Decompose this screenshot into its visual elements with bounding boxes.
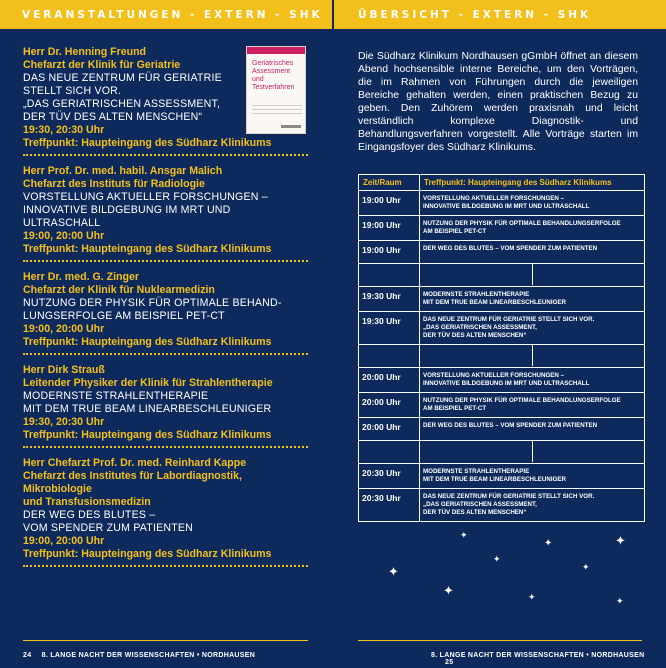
row-desc: VORSTELLUNG AKTUELLER FORSCHUNGEN – INNOVATIVE BILDGEBUNG IM MRT UND ULTRASCHALL xyxy=(420,368,645,393)
row-desc: NUTZUNG DER PHYSIK FÜR OPTIMALE BEHANDLUNGSERFOLGE AM BEISPIEL PET-CT xyxy=(420,216,645,241)
event-role: Chefarzt des Institutes für Labordiagnostik, Mikrobiologie xyxy=(23,470,242,495)
header-left-title: VERANSTALTUNGEN - EXTERN - SHK xyxy=(22,8,323,21)
event-role: und Transfusionsmedizin xyxy=(23,496,151,508)
event-time: 19:00, 20:00 Uhr xyxy=(23,230,105,242)
row-desc: MODERNSTE STRAHLENTHERAPIE MIT DEM TRUE BEAM LINEARBESCHLEUNIGER xyxy=(420,287,645,312)
event-role: Leitender Physiker der Klinik für Strahlentherapie xyxy=(23,377,273,389)
row-desc: DER WEG DES BLUTES – VOM SPENDER ZUM PATIENTEN xyxy=(420,241,645,264)
event-title-line: STELLT SICH VOR. xyxy=(23,85,122,97)
event-title-line: LUNGSERFOLGE AM BEISPIEL PET-CT xyxy=(23,310,225,322)
row-time: 19:30 Uhr xyxy=(359,287,420,312)
footer-rule-right xyxy=(358,640,642,641)
event-title-line: DAS NEUE ZENTRUM FÜR GERIATRIE xyxy=(23,72,222,84)
row-time: 19:00 Uhr xyxy=(359,191,420,216)
header-bar-right xyxy=(333,0,666,29)
row-time: 20:30 Uhr xyxy=(359,464,420,489)
event-place: Treffpunkt: Haupteingang des Südharz Klinikums xyxy=(23,336,272,348)
event-time: 19:00, 20:00 Uhr xyxy=(23,323,105,335)
event-speaker: Herr Prof. Dr. med. habil. Ansgar Malich xyxy=(23,165,223,177)
table-row xyxy=(359,312,645,345)
event-role: Chefarzt der Klinik für Geriatrie xyxy=(23,59,181,71)
row-time: 19:00 Uhr xyxy=(359,216,420,241)
event-speaker: Herr Dirk Strauß xyxy=(23,364,105,376)
table-row xyxy=(359,216,645,241)
event-title-line: ULTRASCHALL xyxy=(23,217,101,229)
event-speaker: Herr Dr. Henning Freund xyxy=(23,46,147,58)
event-item xyxy=(23,361,308,448)
row-desc: NUTZUNG DER PHYSIK FÜR OPTIMALE BEHANDLUNGSERFOLGE AM BEISPIEL PET-CT xyxy=(420,393,645,418)
header-bar-left xyxy=(0,0,333,29)
star-icon: ✦ xyxy=(443,583,454,598)
row-time: 19:00 Uhr xyxy=(359,241,420,264)
row-desc: VORSTELLUNG AKTUELLER FORSCHUNGEN – INNOVATIVE BILDGEBUNG IM MRT UND ULTRASCHALL xyxy=(420,191,645,216)
col-header-place: Treffpunkt: Haupteingang des Südharz Klinikums xyxy=(420,175,645,191)
star-icon: ✦ xyxy=(616,596,624,606)
row-time: 20:00 Uhr xyxy=(359,368,420,393)
footer-right xyxy=(431,652,666,666)
event-place: Treffpunkt: Haupteingang des Südharz Klinikums xyxy=(23,548,272,560)
star-icon: ✦ xyxy=(582,562,590,572)
book-title: Geriatrisches Assessment und Testverfahren xyxy=(252,60,295,91)
event-title-line: „DAS GERIATRISCHEN ASSESSMENT, xyxy=(23,98,221,110)
header-divider xyxy=(332,0,334,29)
row-time: 19:30 Uhr xyxy=(359,312,420,345)
schedule-table xyxy=(358,174,645,522)
star-icon: ✦ xyxy=(544,538,553,549)
event-place: Treffpunkt: Haupteingang des Südharz Klinikums xyxy=(23,137,272,149)
event-title-line: NUTZUNG DER PHYSIK FÜR OPTIMALE BEHAND- xyxy=(23,297,282,309)
table-row xyxy=(359,464,645,489)
event-time: 19:30, 20:30 Uhr xyxy=(23,416,105,428)
star-icon: ✦ xyxy=(528,592,536,602)
table-row xyxy=(359,287,645,312)
book-cover-image xyxy=(246,46,306,134)
event-title-line: VORSTELLUNG AKTUELLER FORSCHUNGEN – xyxy=(23,191,268,203)
event-title-line: MODERNSTE STRAHLENTHERAPIE xyxy=(23,390,209,402)
table-row-empty xyxy=(359,264,645,287)
table-row xyxy=(359,241,645,264)
star-icon: ✦ xyxy=(493,554,501,564)
footer-left-text: 8. LANGE NACHT DER WISSENSCHAFTEN • NORDHAUSEN xyxy=(41,652,256,659)
event-item xyxy=(23,162,308,262)
table-row-empty xyxy=(359,441,645,464)
event-time: 19:30, 20:30 Uhr xyxy=(23,124,105,136)
row-time: 20:00 Uhr xyxy=(359,393,420,418)
intro-paragraph: Die Südharz Klinikum Nordhausen gGmbH öffnet an diesem Abend hochsensible interne Bereiche, um den Vorträgen, die im Rahmen von Führungen durch die jeweiligen Bereiche gehalten werden, einen praktischen Bezug zu geben. Den Zuhörem werden praxisnah und leicht verständlich komplexe Diagnostik- und Behandlungsverfahren vorgestellt. Alle Vorträge starten im Eingangsfoyer des Südharz Klinikums. xyxy=(358,51,638,153)
event-place: Treffpunkt: Haupteingang des Südharz Klinikums xyxy=(23,243,272,255)
event-title-line: INNOVATIVE BILDGEBUNG IM MRT UND xyxy=(23,204,231,216)
table-row xyxy=(359,489,645,522)
event-item xyxy=(23,268,308,355)
footer-rule-left xyxy=(23,640,308,641)
star-icon: ✦ xyxy=(388,564,399,579)
row-desc: DAS NEUE ZENTRUM FÜR GERIATRIE STELLT SICH VOR. „DAS GERIATRISCHEN ASSESSMENT, DER TÜV DES ALTEN MENSCHEN“ xyxy=(420,489,645,522)
row-desc: MODERNSTE STRAHLENTHERAPIE MIT DEM TRUE BEAM LINEARBESCHLEUNIGER xyxy=(420,464,645,489)
star-icon: ✦ xyxy=(615,533,626,548)
table-row xyxy=(359,393,645,418)
event-title-line: DER TÜV DES ALTEN MENSCHEN“ xyxy=(23,111,203,123)
table-row xyxy=(359,368,645,393)
event-speaker: Herr Dr. med. G. Zinger xyxy=(23,271,139,283)
col-header-time: Zeit/Raum xyxy=(359,175,420,191)
event-title-line: DER WEG DES BLUTES – xyxy=(23,509,156,521)
page-number-left: 24 xyxy=(23,652,32,659)
event-role: Chefarzt des Instituts für Radiologie xyxy=(23,178,205,190)
table-row xyxy=(359,191,645,216)
event-role: Chefarzt der Klinik für Nuklearmedizin xyxy=(23,284,215,296)
table-row xyxy=(359,418,645,441)
row-desc: DER WEG DES BLUTES – VOM SPENDER ZUM PATIENTEN xyxy=(420,418,645,441)
events-list xyxy=(23,46,308,573)
table-header-row xyxy=(359,175,645,191)
row-time: 20:30 Uhr xyxy=(359,489,420,522)
event-place: Treffpunkt: Haupteingang des Südharz Klinikums xyxy=(23,429,272,441)
header-right-title: ÜBERSICHT - EXTERN - SHK xyxy=(358,8,592,21)
event-item xyxy=(23,46,308,156)
event-speaker: Herr Chefarzt Prof. Dr. med. Reinhard Kappe xyxy=(23,457,247,469)
event-item xyxy=(23,454,308,567)
event-title-line: MIT DEM TRUE BEAM LINEARBESCHLEUNIGER xyxy=(23,403,272,415)
table-row-empty xyxy=(359,345,645,368)
event-title-line: VOM SPENDER ZUM PATIENTEN xyxy=(23,522,193,534)
footer-right-text: 8. LANGE NACHT DER WISSENSCHAFTEN • NORDHAUSEN xyxy=(431,652,645,659)
page-number-right: 25 xyxy=(445,659,454,666)
footer-left xyxy=(23,652,255,659)
event-time: 19:00, 20:00 Uhr xyxy=(23,535,105,547)
row-time: 20:00 Uhr xyxy=(359,418,420,441)
row-desc: DAS NEUE ZENTRUM FÜR GERIATRIE STELLT SICH VOR. „DAS GERIATRISCHEN ASSESSMENT, DER TÜV DES ALTEN MENSCHEN“ xyxy=(420,312,645,345)
star-icon: ✦ xyxy=(460,530,468,540)
